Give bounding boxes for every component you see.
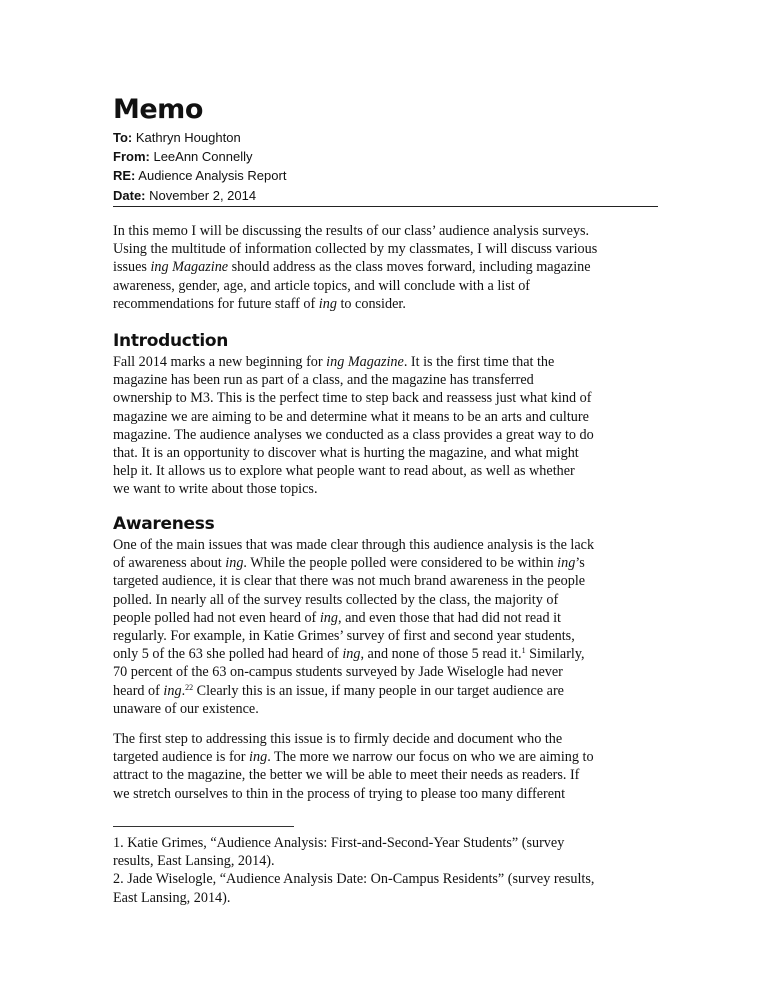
text-line: unaware of our existence.: [113, 700, 259, 717]
text-line: targeted audience is for ing. The more we narrow our focus on who we are aiming to: [113, 749, 594, 766]
text-line: magazine has been run as part of a class, and the magazine has transferred: [113, 372, 534, 389]
footnote-ref-2: 22: [185, 682, 194, 692]
date-line: [113, 186, 658, 205]
footnote-1-line: results, East Lansing, 2014).: [113, 853, 275, 870]
text-line: help it. It allows us to explore what people want to read about, as well as whether: [113, 463, 575, 480]
footnote-1-line: 1. Katie Grimes, “Audience Analysis: First-and-Second-Year Students” (survey: [113, 835, 565, 851]
to-label: To:: [113, 130, 133, 145]
text-line: only 5 of the 63 she polled had heard of ing, and none of those 5 read it.$^1$ Similarly,: [113, 646, 585, 663]
re-label: RE:: [113, 168, 136, 184]
memo-header: [113, 128, 658, 205]
introduction-paragraph: [113, 353, 658, 499]
awareness-paragraph-2: [113, 730, 658, 803]
text-line: we want to write about those topics.: [113, 481, 318, 498]
re-line: [113, 166, 658, 185]
to-value: Kathryn Houghton: [135, 130, 241, 145]
text-line: ownership to M3. This is the perfect time to step back and reassess just what kind of: [113, 390, 592, 407]
awareness-paragraph-1: [113, 536, 658, 718]
footnote-divider: [113, 826, 294, 827]
text-line: we stretch ourselves to thin in the process of trying to please too many different: [113, 785, 566, 802]
text-line: recommendations for future staff of ing to consider.: [113, 295, 406, 312]
from-line: [113, 147, 658, 166]
text-line: polled. In nearly all of the survey results collected by the class, the majority of: [113, 591, 559, 608]
re-value: Audience Analysis Report: [138, 168, 287, 184]
text-line: magazine. The audience analyses we conducted as a class provides a great way to do: [113, 426, 594, 443]
footnote-2-line: East Lansing, 2014).: [113, 889, 231, 906]
memo-title: Memo: [113, 94, 203, 125]
text-line: targeted audience, it is clear that there was not much brand awareness in the people: [113, 573, 586, 590]
introduction-heading: Introduction: [113, 331, 229, 351]
header-divider: [113, 206, 658, 207]
date-label: Date:: [113, 187, 146, 203]
text-line: 70 percent of the 63 on-campus students surveyed by Jade Wiselogle had never: [113, 664, 563, 681]
text-line: issues ing Magazine should address as the class moves forward, including magazine: [113, 259, 591, 276]
text-line: of awareness about ing. While the people polled were considered to be within ing’s: [113, 555, 585, 572]
footnote-ref-1: 1: [521, 646, 526, 656]
footnotes: [113, 834, 658, 907]
footnote-2-line: 2. Jade Wiselogle, “Audience Analysis Date: On-Campus Residents” (survey results,: [113, 871, 595, 888]
text-line: One of the main issues that was made clear through this audience analysis is the lack: [113, 537, 595, 553]
text-line: The first step to addressing this issue is to firmly decide and document who the: [113, 731, 563, 747]
text-line: attract to the magazine, the better we will be able to meet their needs as readers. If: [113, 767, 580, 784]
date-value: November 2, 2014: [149, 187, 257, 203]
text-line: heard of ing.$^{22}$ Clearly this is an issue, if many people in our target audience are: [113, 682, 564, 699]
text-line: Fall 2014 marks a new beginning for ing Magazine. It is the first time that the: [113, 354, 555, 370]
awareness-heading: Awareness: [113, 514, 215, 534]
text-line: awareness, gender, age, and article topics, and will conclude with a list of: [113, 277, 531, 294]
text-line: regularly. For example, in Katie Grimes’ survey of first and second year students,: [113, 628, 575, 645]
text-line: people polled had not even heard of ing, and even those that had did not read it: [113, 609, 561, 626]
from-value: LeeAnn Connelly: [153, 149, 253, 165]
from-label: From:: [113, 149, 150, 165]
text-line: In this memo I will be discussing the results of our class’ audience analysis surveys.: [113, 223, 590, 239]
intro-paragraph: [113, 222, 658, 313]
to-line: [113, 128, 658, 147]
text-line: that. It is an opportunity to discover what is hurting the magazine, and what might: [113, 445, 579, 462]
text-line: magazine we are aiming to be and determine what it means to be an arts and culture: [113, 408, 589, 425]
text-line: Using the multitude of information collected by my classmates, I will discuss various: [113, 241, 598, 258]
